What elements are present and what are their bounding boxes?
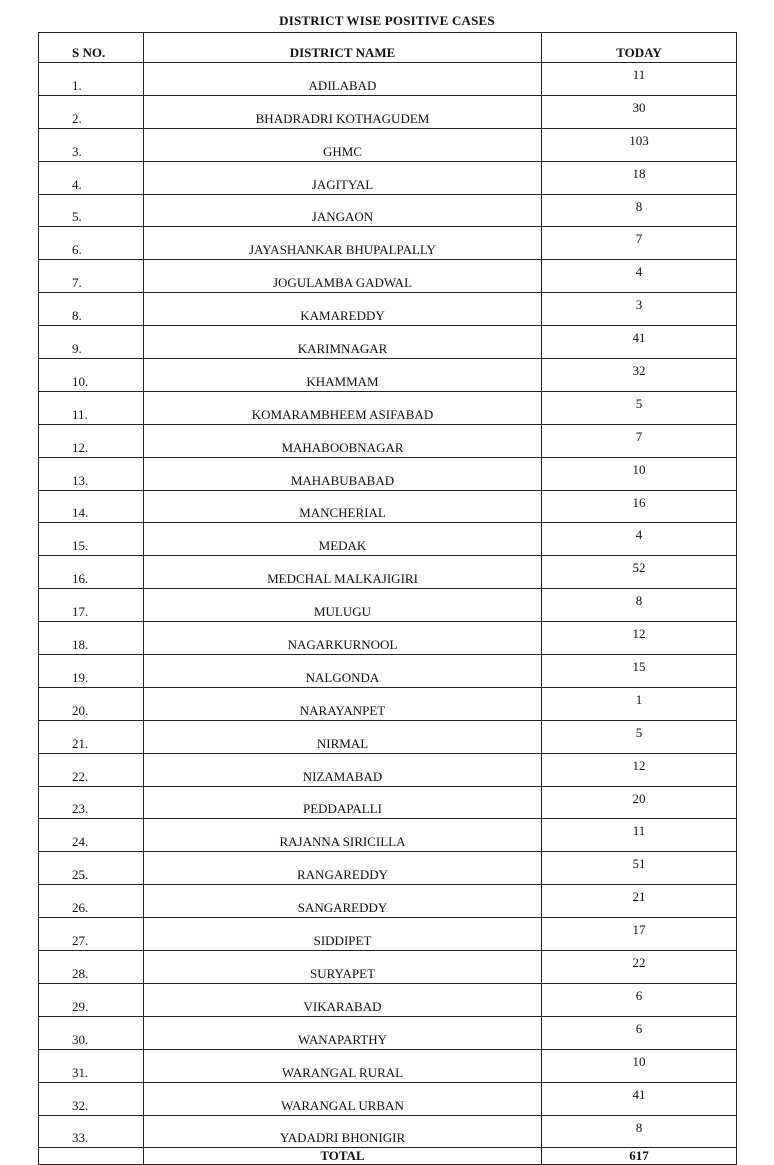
today-cell: 12 [542, 753, 737, 786]
district-cell: SIDDIPET [144, 918, 542, 951]
sno-cell: 30. [39, 1016, 144, 1049]
sno-cell: 13. [39, 457, 144, 490]
table-row [39, 951, 737, 984]
table-row [39, 885, 737, 918]
table-row [39, 359, 737, 392]
today-cell: 12 [542, 622, 737, 655]
sno-cell: 20. [39, 687, 144, 720]
column-header-district: DISTRICT NAME [144, 33, 542, 63]
district-cell: JOGULAMBA GADWAL [144, 260, 542, 293]
district-cell: WARANGAL RURAL [144, 1049, 542, 1082]
table-row [39, 1082, 737, 1115]
total-row [39, 1148, 737, 1165]
table-row [39, 424, 737, 457]
table-row [39, 523, 737, 556]
table-row [39, 1115, 737, 1148]
table-row [39, 753, 737, 786]
district-cell: WANAPARTHY [144, 1016, 542, 1049]
sno-cell: 5. [39, 194, 144, 227]
table-row [39, 490, 737, 523]
sno-cell: 11. [39, 391, 144, 424]
table-header [39, 33, 737, 63]
table-row [39, 457, 737, 490]
today-cell: 5 [542, 720, 737, 753]
table-row [39, 983, 737, 1016]
district-cell: NALGONDA [144, 655, 542, 688]
today-cell: 6 [542, 983, 737, 1016]
table-row [39, 852, 737, 885]
today-cell: 6 [542, 1016, 737, 1049]
district-cell: MULUGU [144, 589, 542, 622]
district-cases-table [38, 32, 737, 1165]
table-row [39, 161, 737, 194]
today-cell: 4 [542, 260, 737, 293]
today-cell: 8 [542, 1115, 737, 1148]
sno-cell: 27. [39, 918, 144, 951]
district-cell: RANGAREDDY [144, 852, 542, 885]
table-row [39, 819, 737, 852]
sno-cell: 14. [39, 490, 144, 523]
sno-cell: 25. [39, 852, 144, 885]
sno-cell: 19. [39, 655, 144, 688]
sno-cell: 3. [39, 128, 144, 161]
district-cell: KAMAREDDY [144, 293, 542, 326]
sno-cell: 18. [39, 622, 144, 655]
sno-cell: 8. [39, 293, 144, 326]
sno-cell: 26. [39, 885, 144, 918]
table-row [39, 128, 737, 161]
page-title: DISTRICT WISE POSITIVE CASES [279, 13, 495, 28]
table-row [39, 655, 737, 688]
sno-cell: 10. [39, 359, 144, 392]
today-cell: 41 [542, 1082, 737, 1115]
sno-cell: 28. [39, 951, 144, 984]
today-cell: 32 [542, 359, 737, 392]
sno-cell: 17. [39, 589, 144, 622]
district-cell: SANGAREDDY [144, 885, 542, 918]
sno-cell: 31. [39, 1049, 144, 1082]
table-body [39, 63, 737, 1165]
table-row [39, 1016, 737, 1049]
today-cell: 7 [542, 227, 737, 260]
today-cell: 11 [542, 63, 737, 96]
today-cell: 1 [542, 687, 737, 720]
table-row [39, 63, 737, 96]
today-cell: 41 [542, 326, 737, 359]
today-cell: 16 [542, 490, 737, 523]
table-row [39, 720, 737, 753]
district-cell: BHADRADRI KOTHAGUDEM [144, 95, 542, 128]
district-cell: NAGARKURNOOL [144, 622, 542, 655]
district-cell: JANGAON [144, 194, 542, 227]
sno-cell: 16. [39, 556, 144, 589]
today-cell: 51 [542, 852, 737, 885]
district-cell: MANCHERIAL [144, 490, 542, 523]
today-cell: 10 [542, 1049, 737, 1082]
today-cell: 103 [542, 128, 737, 161]
today-cell: 52 [542, 556, 737, 589]
sno-cell: 6. [39, 227, 144, 260]
district-cell: KARIMNAGAR [144, 326, 542, 359]
sno-cell: 29. [39, 983, 144, 1016]
today-cell: 15 [542, 655, 737, 688]
today-cell: 22 [542, 951, 737, 984]
district-cell: KHAMMAM [144, 359, 542, 392]
district-cell: JAYASHANKAR BHUPALPALLY [144, 227, 542, 260]
table-row [39, 556, 737, 589]
district-cell: PEDDAPALLI [144, 786, 542, 819]
today-cell: 18 [542, 161, 737, 194]
today-cell: 20 [542, 786, 737, 819]
district-cell: NIZAMABAD [144, 753, 542, 786]
today-cell: 4 [542, 523, 737, 556]
table-row [39, 687, 737, 720]
district-cell: MAHABUBABAD [144, 457, 542, 490]
district-cell: MEDCHAL MALKAJIGIRI [144, 556, 542, 589]
total-value: 617 [542, 1148, 737, 1165]
sno-cell: 21. [39, 720, 144, 753]
district-cell: RAJANNA SIRICILLA [144, 819, 542, 852]
column-header-today: TODAY [542, 33, 737, 63]
total-sno-cell [39, 1148, 144, 1165]
today-cell: 30 [542, 95, 737, 128]
table-row [39, 293, 737, 326]
district-cell: SURYAPET [144, 951, 542, 984]
table-row [39, 1049, 737, 1082]
sno-cell: 2. [39, 95, 144, 128]
sno-cell: 24. [39, 819, 144, 852]
table-row [39, 260, 737, 293]
table-row [39, 95, 737, 128]
table-row [39, 786, 737, 819]
table-row [39, 194, 737, 227]
district-cell: JAGITYAL [144, 161, 542, 194]
district-cell: ADILABAD [144, 63, 542, 96]
district-cell: NARAYANPET [144, 687, 542, 720]
sno-cell: 23. [39, 786, 144, 819]
sno-cell: 22. [39, 753, 144, 786]
district-cell: KOMARAMBHEEM ASIFABAD [144, 391, 542, 424]
district-cell: NIRMAL [144, 720, 542, 753]
table-row [39, 918, 737, 951]
today-cell: 3 [542, 293, 737, 326]
sno-cell: 4. [39, 161, 144, 194]
today-cell: 5 [542, 391, 737, 424]
table-row [39, 391, 737, 424]
district-cell: VIKARABAD [144, 983, 542, 1016]
sno-cell: 33. [39, 1115, 144, 1148]
today-cell: 8 [542, 589, 737, 622]
table-row [39, 589, 737, 622]
sno-cell: 7. [39, 260, 144, 293]
total-label: TOTAL [144, 1148, 542, 1165]
sno-cell: 32. [39, 1082, 144, 1115]
district-cell: GHMC [144, 128, 542, 161]
table-row [39, 326, 737, 359]
district-cell: MEDAK [144, 523, 542, 556]
district-cell: WARANGAL URBAN [144, 1082, 542, 1115]
table-row [39, 622, 737, 655]
header-row [39, 33, 737, 63]
sno-cell: 15. [39, 523, 144, 556]
table-row [39, 227, 737, 260]
sno-cell: 1. [39, 63, 144, 96]
district-cell: YADADRI BHONIGIR [144, 1115, 542, 1148]
today-cell: 7 [542, 424, 737, 457]
sno-cell: 9. [39, 326, 144, 359]
today-cell: 10 [542, 457, 737, 490]
today-cell: 8 [542, 194, 737, 227]
column-header-sno: S NO. [39, 33, 144, 63]
sno-cell: 12. [39, 424, 144, 457]
today-cell: 11 [542, 819, 737, 852]
today-cell: 17 [542, 918, 737, 951]
today-cell: 21 [542, 885, 737, 918]
district-cell: MAHABOOBNAGAR [144, 424, 542, 457]
